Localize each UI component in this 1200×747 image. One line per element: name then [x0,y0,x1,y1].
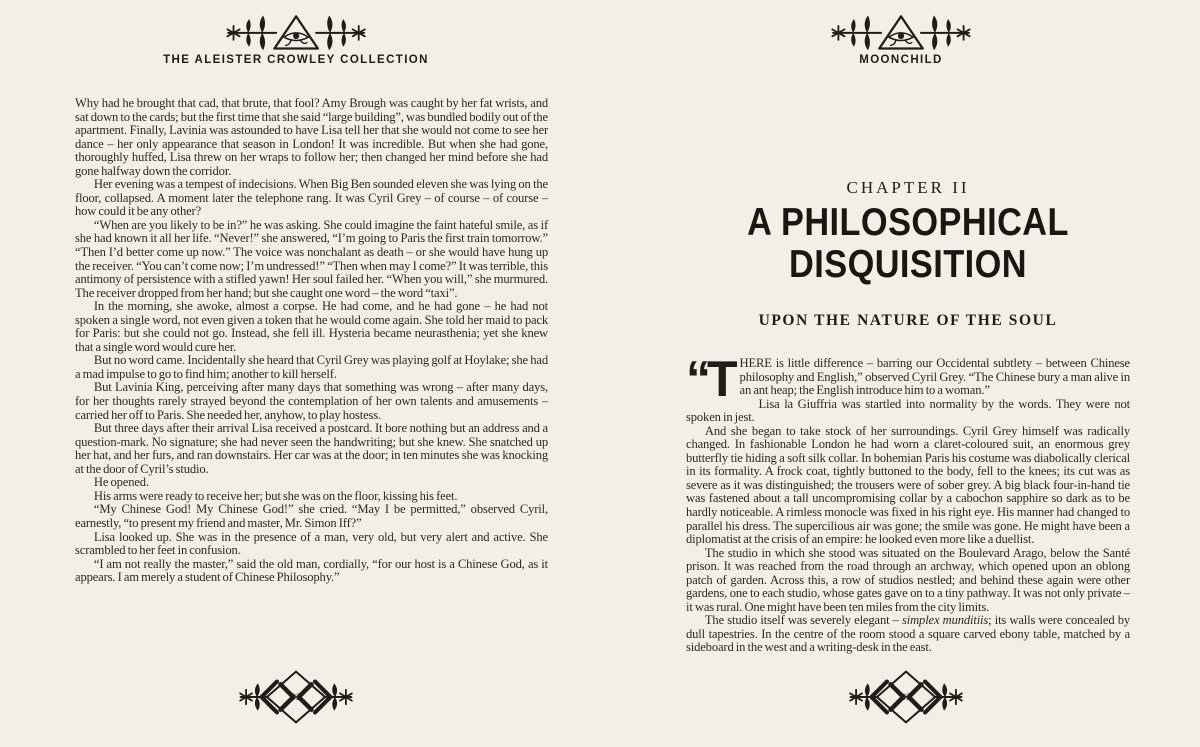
body-paragraph [75,503,548,530]
left-page-body [75,97,548,585]
text-run: Lisa looked up. She was in the presence of a man, very old, but very alert and active. She scrambled to her feet in confusion. [75,529,548,558]
chapter-heading [686,178,1130,330]
chapter-kicker: CHAPTER II [846,178,970,197]
text-run: “My Chinese God! My Chinese God!” she cried. “May I be permitted,” observed Cyril, earnestly, “to present my friend and master, Mr. Simon Iff?” [75,502,548,530]
drop-cap: “T [686,351,734,407]
chapter-subtitle: UPON THE NATURE OF THE SOUL [758,312,1058,329]
body-paragraph [686,398,1130,425]
left-running-head [163,12,429,66]
body-paragraph [75,178,548,219]
collection-title: THE ALEISTER CROWLEY COLLECTION [163,54,429,66]
right-page-body [686,351,1130,655]
text-run: The studio in which she stood was situated on the Boulevard Arago, below the Santé prison. It was reached from the road through an archway, which opened upon an oblong patch of garden. Across this, a row of studios nestled; and behind these again were other gardens, one to each studio, whose gates gave on to a tiny pathway. It was not only private – it was rural. One might have been ten miles from the city limits. [686,545,1130,614]
body-paragraph [75,531,548,558]
text-run: Lisa la Giuffria was startled into normality by the words. They were not spoken in jest. [686,396,1130,425]
text-run: simplex munditiis [902,613,989,628]
chapter-title [686,202,1130,286]
text-run: Her evening was a tempest of indecisions. When Big Ben sounded eleven she was lying on the floor, collapsed. A moment later the telephone rang. It was Cyril Grey – of course – of course – how could it be any other? [75,177,548,219]
text-run: His arms were ready to receive her; but she was on the floor, kissing his feet. [93,488,458,503]
body-paragraph [686,425,1130,547]
body-paragraph [75,97,548,178]
body-paragraph [686,614,1130,655]
text-run: Why had he brought that cad, that brute, that fool? Amy Brough was caught by her fat wrists, and sat down to the cards; but the first time that she said “large building”, was bundled bodily out of the apartment. Finally, Lavinia was astounded to have Lisa tell her that she would not come to see her dance – her only appearance that season in London! It was incredible. But when she had gone, thoroughly huffed, Lisa threw on her wraps to follow her; then changed her mind before she had gone halfway down the corridor. [75,96,548,178]
body-paragraph [75,381,548,422]
eye-of-providence-ornament-icon [221,12,371,52]
text-run: But no word came. Incidentally she heard that Cyril Grey was playing golf at Hoylake; she had a mad impulse to go to find him; another to kill herself. [75,353,548,381]
body-paragraph [75,219,548,300]
body-paragraph [75,422,548,476]
page-number: 92 [291,692,301,703]
body-paragraph [75,490,548,504]
text-run: And she began to take stock of her surroundings. Cyril Grey himself was radically changed. In fashionable London he had worn a claret-coloured suit, an enormous grey butterfly tie hiding a soft silk collar. In bohemian Paris his costume was diabolically clerical in its formality. A frock coat, tightly buttoned to the body, fell to the knees; its cut was as severe as it was distinguished; the trousers were of sober grey. A big black four-in-hand tie was fastened about a tall uncompromising collar by a cabochon sapphire so dark as to be hardly noticeable. A rimless monocle was fixed in his right eye. His manner had changed to parallel his dress. The supercilious air was gone; the smile was gone. He might have been a diplomatist at the crisis of an empire: he looked even more like a duellist. [686,423,1130,547]
chapter-title-line1: A PHILOSOPHICAL [747,201,1069,244]
body-paragraph [75,476,548,490]
text-run: The studio itself was severely elegant – [704,613,902,628]
right-running-head [826,12,976,66]
text-run: He opened. [93,475,149,490]
body-paragraph [686,547,1130,615]
eye-of-providence-ornament-icon [826,12,976,52]
text-run: ; its walls were concealed by dull tapestries. In the centre of the room stood a square carved ebony table, matched by a sideboard in the west and a writing-desk in the east. [686,613,1130,655]
text-run: “When are you likely to be in?” he was asking. She could imagine the faint hateful smile, as if she had known it all her life. “Never!” she answered, “I’m going to Paris the first train tomorrow.” “Then I’d better come up now.” The voice was nonchalant as death – or she would have hung up the receiver. “You can’t come now; I’m undressed!” “Then when may I come?” It was terrible, this antimony of persistence with a stifled yawn! Her soul failed her. “When you will,” she murmured. The receiver dropped from her hand; but she caught one word – the word “taxi”. [75,217,548,300]
body-paragraph [686,351,1130,407]
book-title: MOONCHILD [859,54,943,66]
left-page-footer [237,667,355,732]
right-page-footer [847,667,965,732]
body-paragraph [75,300,548,354]
diamond-flourish-icon [847,667,965,727]
text-run: HERE is little difference – barring our Occidental subtlety – between Chinese philosophy and English,” observed Cyril Grey. “The Chinese bury a man alive in an ant heap; the English introduce him to a woman.” [739,356,1130,398]
body-paragraph [75,354,548,381]
text-run: In the morning, she awoke, almost a corpse. He had come, and he had gone – he had not spoken a single word, not even given a token that he would come again. She told her maid to pack for Paris: but she could not go. Instead, she fell ill. Hysteria became neurasthenia; yet she knew that a single word would cure her. [75,299,548,354]
text-run: But Lavinia King, perceiving after many days that something was wrong – after many days, for her thoughts rarely strayed beyond the contemplation of her own talents and amusements – carried her off to Paris. She needed her, anyhow, to play hostess. [75,380,548,422]
text-run: “I am not really the master,” said the old man, cordially, “for our host is a Chinese God, as it appears. I am merely a student of Chinese Philosophy.” [75,556,548,585]
chapter-title-line2: DISQUISITION [789,243,1027,286]
text-run: But three days after their arrival Lisa received a postcard. It bore nothing but an address and a question-mark. No signature; she had never seen the handwriting; but she knew. She snatched up her hat, and her furs, and ran downstairs. Her car was at the door; in ten minutes she was knocking at the door of Cyril’s studio. [75,421,548,476]
page-number: 93 [901,692,911,703]
body-paragraph [75,558,548,585]
diamond-flourish-icon [237,667,355,727]
